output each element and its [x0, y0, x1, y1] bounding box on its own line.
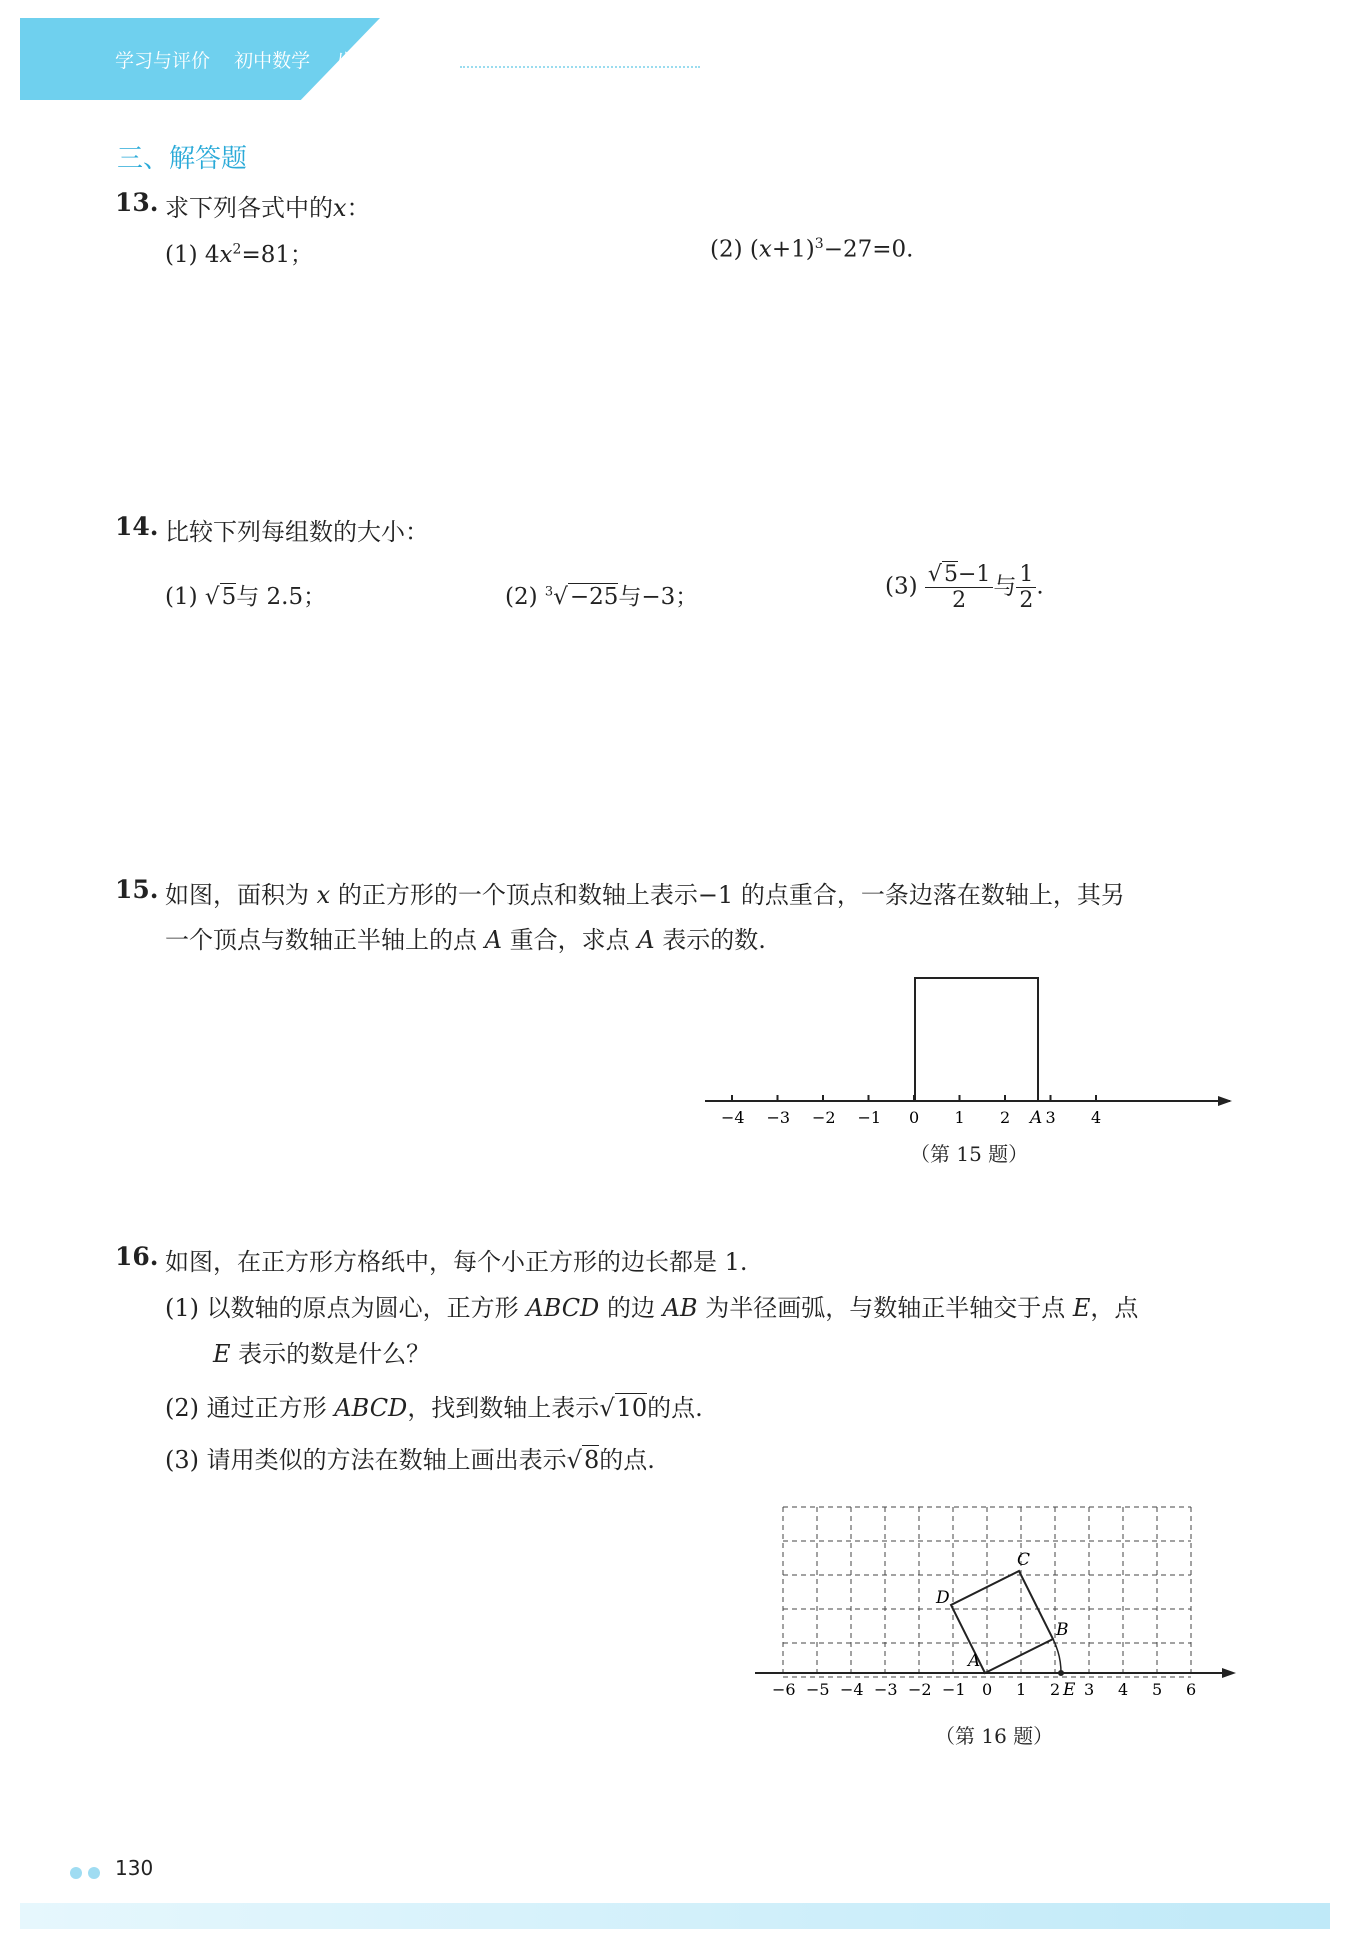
- q15-figure: [700, 970, 1240, 1140]
- q16-tick-label: 2: [1050, 1680, 1061, 1699]
- q16-ticks: [772, 1680, 1196, 1699]
- q14-part2: (2) $^3$√−25与−3；: [505, 584, 699, 610]
- header-subject: 初中数学: [234, 50, 311, 72]
- q16-part1-line1: (1) 以数轴的原点为圆心，正方形 ABCD 的边 AB 为半径画弧，与数轴正半轴交于点 E，点: [165, 1294, 1139, 1322]
- q13-part2: (2) $(x+1)^3-27=0$.: [710, 236, 914, 263]
- q16-tick-label: −6: [772, 1680, 796, 1699]
- q14-part3: (3) $\frac{√5-1}{2}$ 与 $\frac{1}{2}$ .: [885, 562, 1044, 613]
- header-grade: 八年级上册: [334, 50, 430, 72]
- q15-ticks: [721, 1095, 1101, 1127]
- section-title: 三、解答题: [117, 144, 248, 174]
- q16-tick-label: −1: [942, 1680, 966, 1699]
- q16-tick-label: −5: [806, 1680, 830, 1699]
- q16-tick-label: −3: [874, 1680, 898, 1699]
- q16-grid: [783, 1507, 1191, 1677]
- q15-tick-label: 0: [909, 1108, 920, 1127]
- q16-figure: [750, 1495, 1240, 1715]
- q15-point-a-label: A: [1030, 1108, 1043, 1128]
- q15-tick-label: −3: [766, 1108, 791, 1127]
- q16-label-d: D: [936, 1588, 950, 1608]
- q16-text: 如图，在正方形方格纸中，每个小正方形的边长都是 1.: [165, 1248, 748, 1276]
- q16-label-b: B: [1056, 1620, 1069, 1640]
- q13-text: 求下列各式中的x：: [165, 194, 371, 222]
- q16-tick-label: −2: [908, 1680, 932, 1699]
- q15-square: [915, 978, 1038, 1101]
- q16-part1-line2: E 表示的数是什么？: [213, 1340, 431, 1368]
- q16-part2: (2) 通过正方形 ABCD，找到数轴上表示√10的点.: [165, 1394, 703, 1422]
- q15-line2: 一个顶点与数轴正半轴上的点 A 重合，求点 A 表示的数.: [165, 926, 766, 954]
- footer-bar: [20, 1903, 1330, 1929]
- header-divider: [460, 66, 700, 68]
- q16-tick-label: 6: [1186, 1680, 1197, 1699]
- header-book: 学习与评价: [115, 50, 211, 72]
- q15-tick-label: 3: [1045, 1108, 1056, 1127]
- q15-caption: （第 15 题）: [910, 1142, 1029, 1166]
- q16-tick-label: 4: [1118, 1680, 1129, 1699]
- q15-number: 15.: [115, 875, 159, 904]
- q15-tick-label: −1: [857, 1108, 882, 1127]
- q14-part1: (1) √5与 2.5；: [165, 584, 327, 610]
- q16-number: 16.: [115, 1242, 159, 1271]
- page-dots: [70, 1864, 106, 1883]
- q16-point-e: [1058, 1670, 1064, 1676]
- q16-tick-label: 0: [982, 1680, 993, 1699]
- q15-line1: 如图，面积为 x 的正方形的一个顶点和数轴上表示−1 的点重合，一条边落在数轴上，其另: [165, 881, 1125, 909]
- q16-caption: （第 16 题）: [935, 1724, 1054, 1748]
- q15-tick-label: 2: [1000, 1108, 1011, 1127]
- page-number: 130: [115, 1856, 154, 1880]
- q16-tick-label: 5: [1152, 1680, 1163, 1699]
- q16-part3: (3) 请用类似的方法在数轴上画出表示√8的点.: [165, 1446, 655, 1474]
- header-text: [115, 46, 447, 73]
- q16-tick-label: −4: [840, 1680, 864, 1699]
- q15-tick-label: −4: [721, 1108, 745, 1127]
- q16-label-c: C: [1017, 1550, 1031, 1570]
- q16-tick-label: 3: [1084, 1680, 1095, 1699]
- q13-part1: (1) $4x^2=81$；: [165, 241, 313, 268]
- q16-label-a: A: [968, 1651, 981, 1671]
- q14-text: 比较下列每组数的大小：: [165, 518, 429, 546]
- q16-axis-arrow: [1222, 1668, 1236, 1678]
- q13-number: 13.: [115, 188, 159, 217]
- q15-tick-label: 4: [1091, 1108, 1102, 1127]
- q16-arc: [1053, 1639, 1061, 1673]
- q15-tick-label: 1: [954, 1108, 965, 1127]
- q15-tick-label: −2: [812, 1108, 836, 1127]
- q15-axis-arrow: [1218, 1096, 1232, 1106]
- q14-number: 14.: [115, 512, 159, 541]
- q16-tick-label: 1: [1016, 1680, 1027, 1699]
- q16-square-abcd: [951, 1571, 1053, 1673]
- q16-label-e: E: [1063, 1680, 1076, 1700]
